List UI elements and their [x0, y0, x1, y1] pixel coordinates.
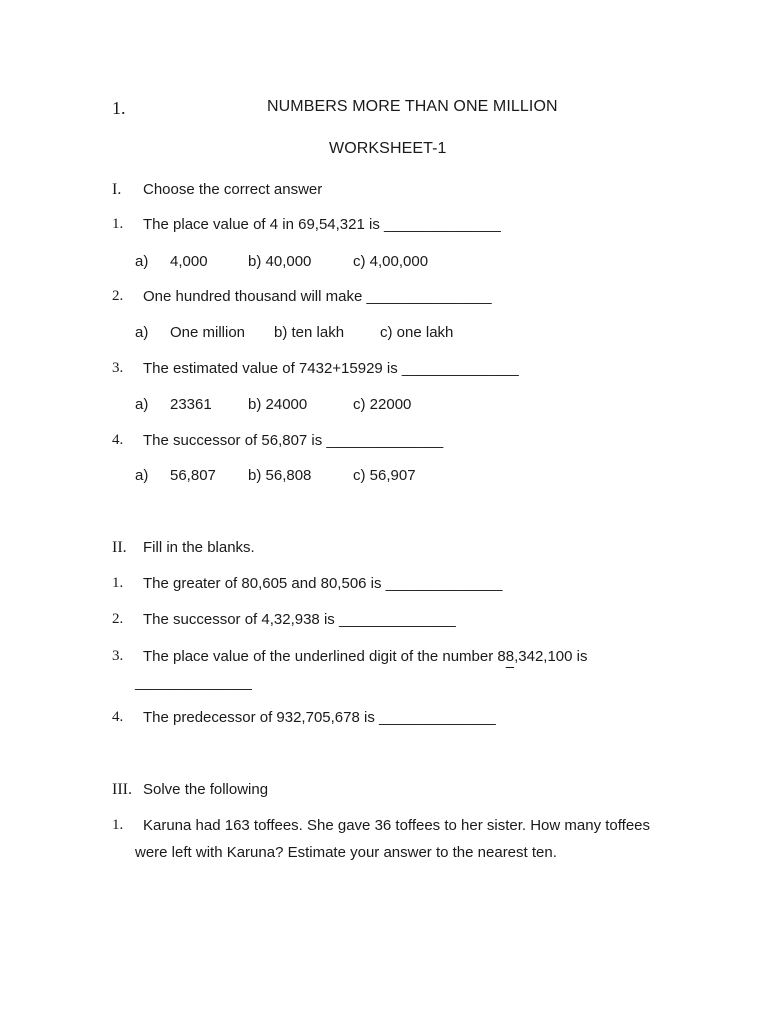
option-a-label: a) — [135, 467, 149, 484]
option-a: 4,000 — [170, 253, 208, 270]
page-number: 1. — [112, 98, 126, 118]
question-text-line1: Karuna had 163 toffees. She gave 36 toffees to her sister. How many toffees — [143, 817, 650, 834]
option-b: b) 56,808 — [248, 467, 312, 484]
question-number: 3. — [112, 648, 124, 664]
question-text: The greater of 80,605 and 80,506 is ______________ — [143, 575, 503, 592]
option-c: c) 4,00,000 — [353, 253, 429, 270]
section-heading: Choose the correct answer — [143, 181, 323, 198]
answer-blank: ______________ — [135, 674, 252, 691]
question-number: 4. — [112, 432, 124, 448]
question-text: One hundred thousand will make _______________ — [143, 288, 492, 305]
question-number: 3. — [112, 360, 124, 376]
option-b: b) 40,000 — [248, 253, 312, 270]
question-text: The successor of 4,32,938 is ______________ — [143, 611, 456, 628]
section-numeral: I. — [112, 181, 122, 198]
option-a-label: a) — [135, 253, 149, 270]
worksheet-title: NUMBERS MORE THAN ONE MILLION — [267, 98, 558, 115]
question-number: 2. — [112, 611, 124, 627]
question-number: 1. — [112, 817, 124, 833]
option-a-label: a) — [135, 396, 149, 413]
question-text-line2: were left with Karuna? Estimate your answer to the nearest ten. — [135, 844, 557, 861]
question-text: The successor of 56,807 is ______________ — [143, 432, 444, 449]
worksheet-subtitle: WORKSHEET-1 — [329, 140, 447, 157]
question-number: 1. — [112, 216, 124, 232]
option-a: 23361 — [170, 396, 212, 413]
option-c: c) one lakh — [380, 324, 454, 341]
option-b: b) 24000 — [248, 396, 308, 413]
question-text-after: ,342,100 is — [514, 648, 588, 665]
option-c: c) 56,907 — [353, 467, 416, 484]
question-text: The estimated value of 7432+15929 is ______________ — [143, 360, 519, 377]
question-number: 4. — [112, 709, 124, 725]
question-text-before: The place value of the underlined digit of the number 8 — [143, 648, 506, 665]
question-text: The place value of 4 in 69,54,321 is ______________ — [143, 216, 501, 233]
question-number: 2. — [112, 288, 124, 304]
section-heading: Solve the following — [143, 781, 269, 798]
option-b: b) ten lakh — [274, 324, 345, 341]
question-number: 1. — [112, 575, 124, 591]
option-a-label: a) — [135, 324, 149, 341]
section-numeral: II. — [112, 539, 127, 556]
option-c: c) 22000 — [353, 396, 412, 413]
underlined-digit: 8 — [505, 648, 515, 665]
option-a: One million — [170, 324, 246, 341]
section-numeral: III. — [112, 781, 132, 798]
option-a: 56,807 — [170, 467, 216, 484]
section-heading: Fill in the blanks. — [143, 539, 255, 556]
question-text — [143, 648, 587, 665]
question-text: The predecessor of 932,705,678 is ______________ — [143, 709, 496, 726]
